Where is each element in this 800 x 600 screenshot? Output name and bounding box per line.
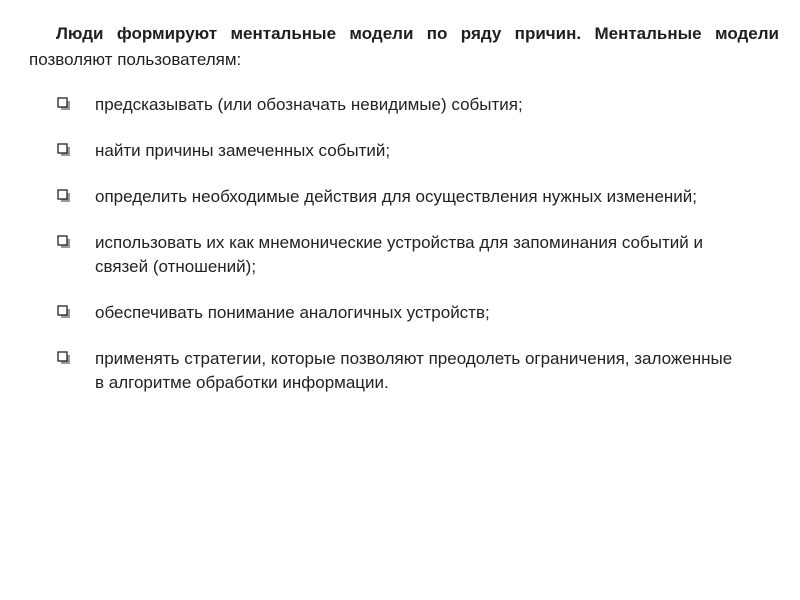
bullet-text: использовать их как мнемонические устройства для запоминания событий и связей (отношений); — [95, 233, 703, 276]
bullet-item — [57, 185, 737, 209]
bullet-item — [57, 93, 737, 117]
intro-rest: позволяют пользователям: — [29, 50, 242, 69]
bullet-text: определить необходимые действия для осуществления нужных изменений; — [95, 187, 698, 206]
bullet-item — [57, 139, 737, 163]
intro-bold-lead: Люди формируют ментальные модели по ряду причин. Ментальные модели — [56, 24, 779, 43]
checkbox-square-icon — [57, 305, 71, 319]
bullet-text: обеспечивать понимание аналогичных устройств; — [95, 303, 490, 322]
checkbox-square-icon — [57, 143, 71, 157]
bullet-text: предсказывать (или обозначать невидимые) события; — [95, 95, 523, 114]
checkbox-square-icon — [57, 351, 71, 365]
bullet-item — [57, 301, 737, 325]
intro-paragraph — [29, 21, 779, 73]
bullet-text: найти причины замеченных событий; — [95, 141, 391, 160]
bullet-text: применять стратегии, которые позволяют преодолеть ограничения, заложенные в алгоритме обработки информации. — [95, 349, 733, 392]
bullet-item — [57, 231, 737, 279]
checkbox-square-icon — [57, 189, 71, 203]
checkbox-square-icon — [57, 97, 71, 111]
bullet-list — [29, 93, 737, 395]
checkbox-square-icon — [57, 235, 71, 249]
slide-content — [29, 21, 779, 417]
bullet-item — [57, 347, 737, 395]
